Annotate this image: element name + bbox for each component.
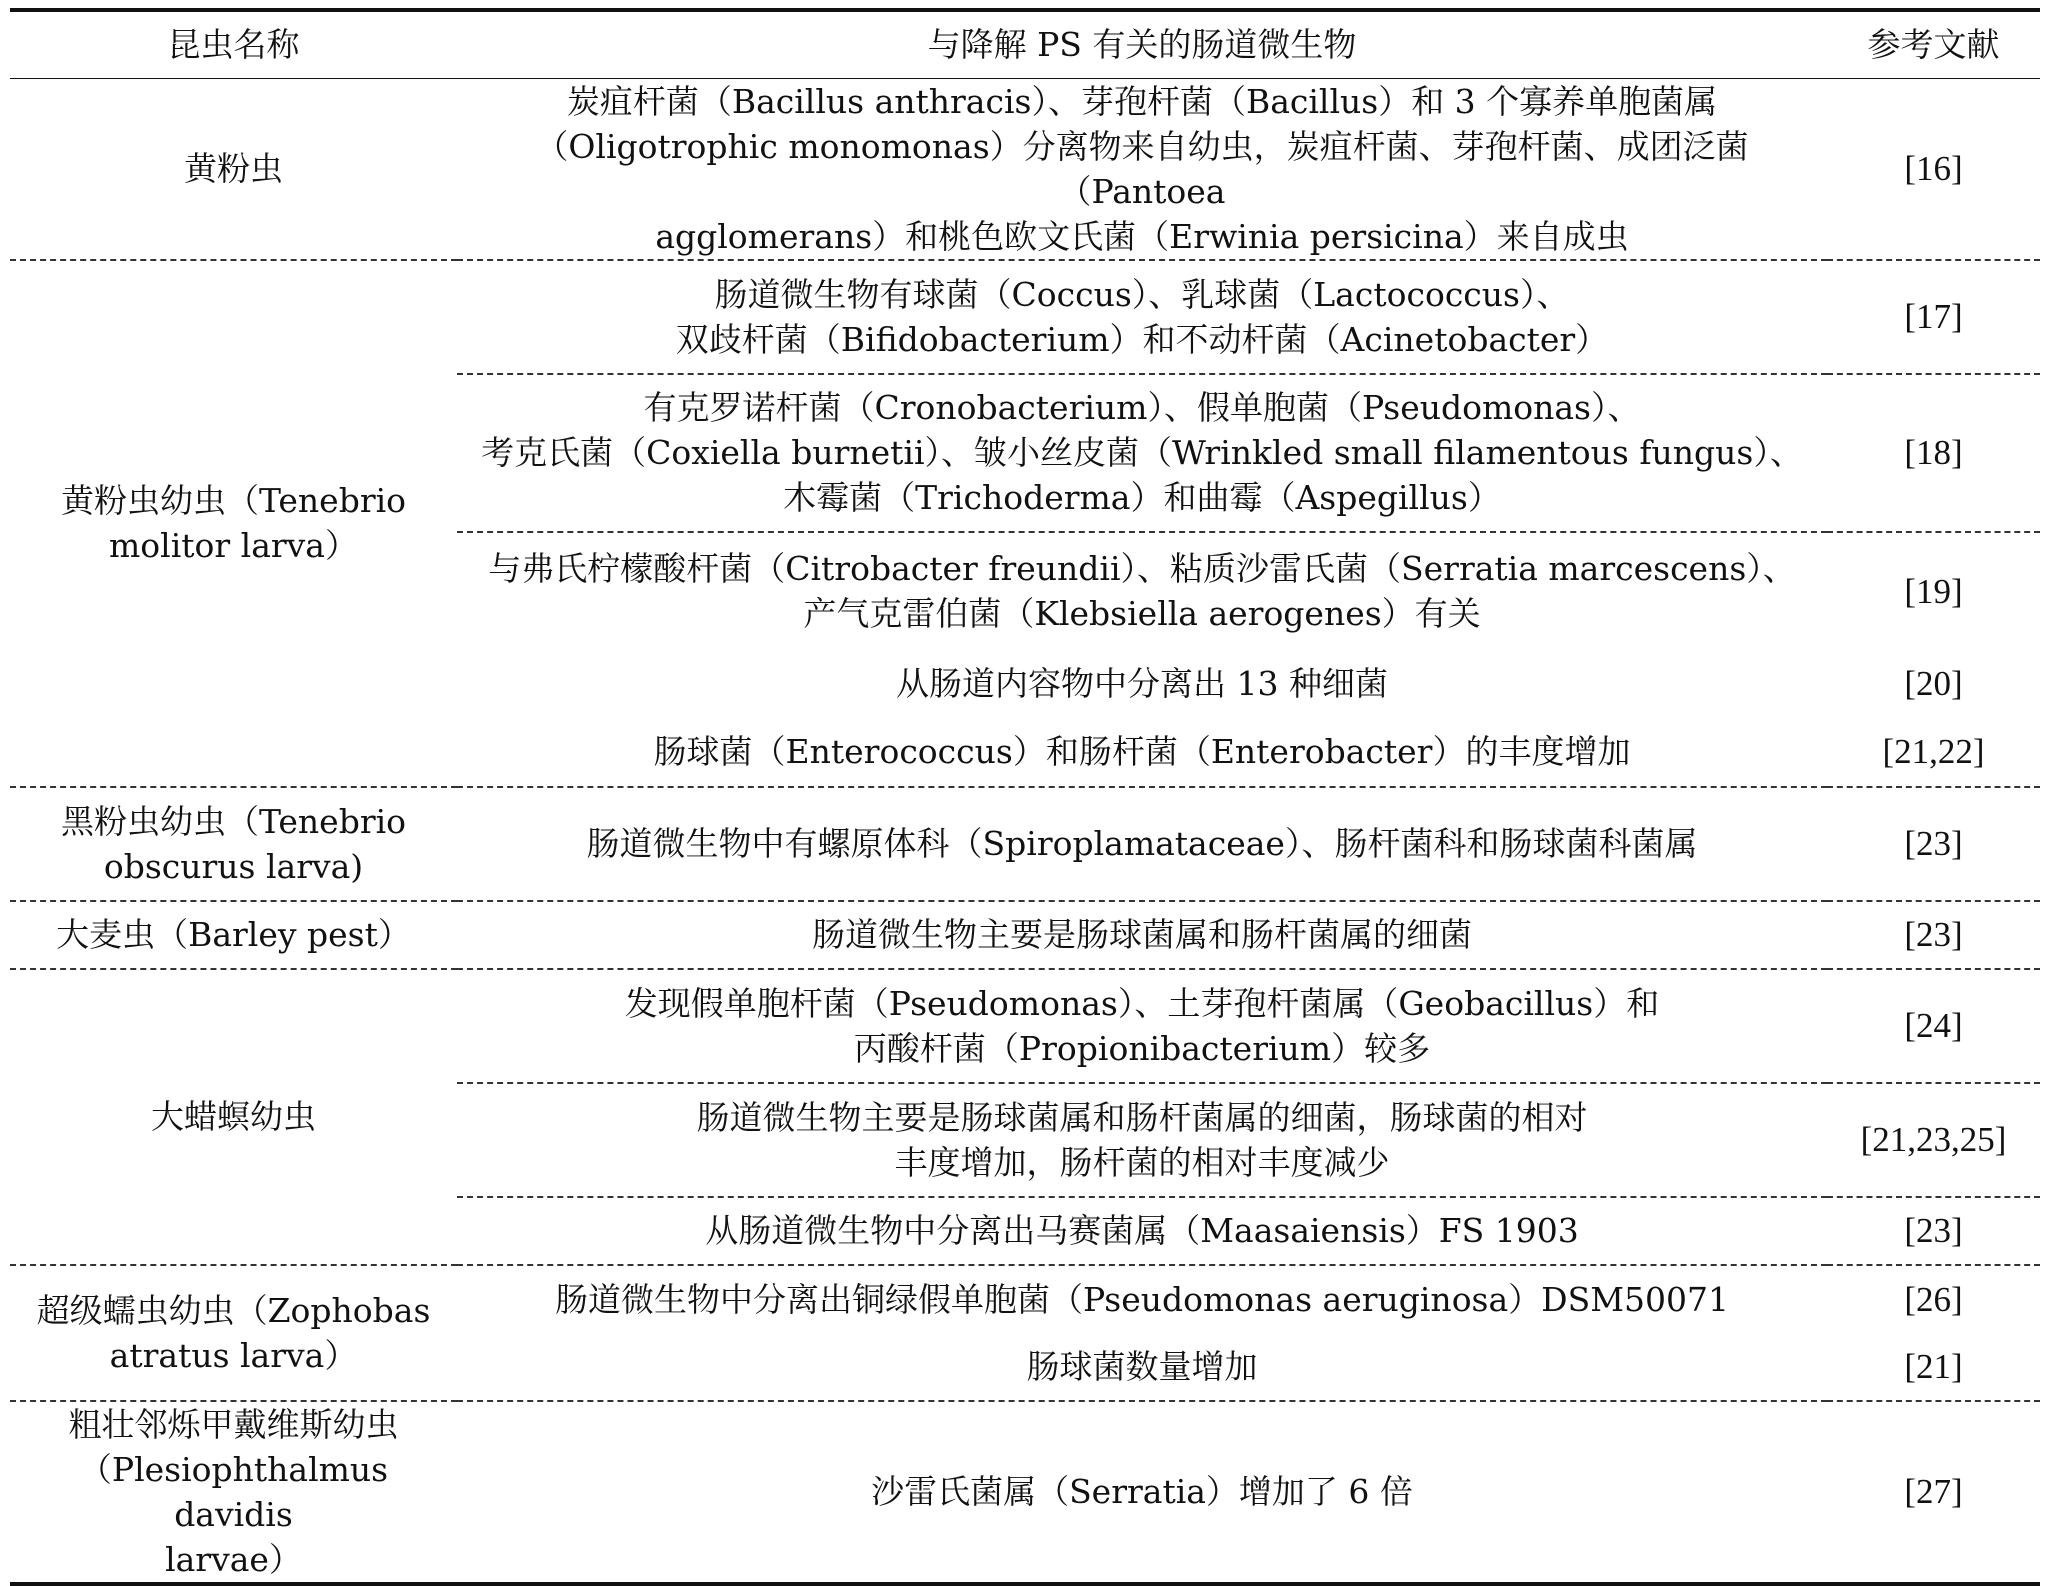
table-row xyxy=(10,78,2040,260)
microbes-text: 炭疽杆菌（Bacillus anthracis）、芽孢杆菌（Bacillus）和 3 个寡养单胞菌属 xyxy=(566,81,1718,121)
microbes-text: 肠道微生物中分离出铜绿假单胞菌（Pseudomonas aeruginosa）DSM50071 xyxy=(554,1280,1729,1319)
microbes-text: 有克罗诺杆菌（Cronobacterium）、假单胞菌（Pseudomonas）、 xyxy=(643,388,1641,427)
microbes-cell xyxy=(457,78,1827,260)
microbes-cell xyxy=(457,1197,1827,1265)
microbes-cell xyxy=(457,532,1827,650)
reference-cell: [27] xyxy=(1827,1401,2040,1584)
reference-cell: [18] xyxy=(1827,374,2040,532)
microbes-text: 考克氏菌（Coxiella burnetii）、皱小丝皮菌（Wrinkled small filamentous fungus）、 xyxy=(481,433,1803,472)
insect-name: 黑粉虫幼虫（Tenebrio xyxy=(60,801,407,841)
reference-cell: [21,23,25] xyxy=(1827,1083,2040,1197)
insect-cell xyxy=(10,969,457,1265)
insect-cell xyxy=(10,78,457,260)
microbes-text: 肠球菌（Enterococcus）和肠杆菌（Enterobacter）的丰度增加 xyxy=(653,732,1631,771)
reference-cell: [24] xyxy=(1827,969,2040,1083)
table-row xyxy=(10,1401,2040,1584)
insect-cell xyxy=(10,901,457,969)
table-row xyxy=(10,787,2040,901)
microbes-cell xyxy=(457,374,1827,532)
microbes-text: 肠道微生物主要是肠球菌属和肠杆菌属的细菌 xyxy=(812,915,1472,954)
microbes-text: 沙雷氏菌属（Serratia）增加了 6 倍 xyxy=(871,1472,1413,1511)
reference-cell: [17] xyxy=(1827,260,2040,374)
microbes-text: 木霉菌（Trichoderma）和曲霉（Aspegillus） xyxy=(783,478,1501,517)
microbes-cell xyxy=(457,1401,1827,1584)
reference-cell: [16] xyxy=(1827,78,2040,260)
reference-cell: [26] xyxy=(1904,1280,1963,1319)
insect-cell xyxy=(10,1265,457,1401)
table-row xyxy=(10,969,2040,1083)
insect-gut-microbe-table xyxy=(10,8,2040,1586)
header-microbes: 与降解 PS 有关的肠道微生物 xyxy=(457,10,1827,78)
insect-cell xyxy=(10,787,457,901)
table-row xyxy=(10,260,2040,374)
insect-name: larvae） xyxy=(165,1539,302,1579)
reference-cell: [21] xyxy=(1827,1334,2040,1401)
insect-name: 超级蠕虫幼虫（Zophobas xyxy=(36,1290,431,1330)
microbes-cell xyxy=(457,787,1827,901)
microbes-cell xyxy=(457,718,1827,787)
insect-cell xyxy=(10,1401,457,1584)
insect-name: 大蜡螟幼虫 xyxy=(151,1097,316,1136)
insect-name: 黄粉虫 xyxy=(184,149,283,188)
reference-cell: [23] xyxy=(1827,901,2040,969)
insect-name: obscurus larva) xyxy=(103,846,364,886)
insect-name: molitor larva） xyxy=(109,526,358,565)
microbes-cell xyxy=(457,969,1827,1083)
header-reference: 参考文献 xyxy=(1827,10,2040,78)
microbes-cell xyxy=(457,1265,1827,1334)
microbes-text: 从肠道微生物中分离出马赛菌属（Maasaiensis）FS 1903 xyxy=(705,1211,1579,1250)
microbes-cell xyxy=(457,1334,1827,1401)
microbes-text: （Oligotrophic monomonas）分离物来自幼虫，炭疽杆菌、芽孢杆菌、成团泛菌（Pantoea xyxy=(535,126,1749,211)
header-row xyxy=(10,10,2040,78)
table-row xyxy=(10,1265,2040,1334)
microbes-text: agglomerans）和桃色欧文氏菌（Erwinia persicina）来自成虫 xyxy=(655,216,1629,256)
reference-cell: [23] xyxy=(1827,787,2040,901)
microbes-text: 丙酸杆菌（Propionibacterium）较多 xyxy=(853,1028,1431,1068)
microbes-cell xyxy=(457,260,1827,374)
insect-name: 黄粉虫幼虫（Tenebrio xyxy=(60,481,407,520)
microbes-text: 肠道微生物主要是肠球菌属和肠杆菌属的细菌，肠球菌的相对 xyxy=(696,1097,1588,1137)
insect-name: （Plesiophthalmus davidis xyxy=(78,1449,389,1534)
microbes-text: 肠球菌数量增加 xyxy=(1026,1347,1258,1386)
insect-cell xyxy=(10,260,457,787)
microbes-cell xyxy=(457,901,1827,969)
microbes-text: 肠道微生物有球菌（Coccus）、乳球菌（Lactococcus）、 xyxy=(714,274,1570,314)
insect-name: atratus larva） xyxy=(109,1335,358,1375)
reference-cell: [23] xyxy=(1827,1197,2040,1265)
table-row xyxy=(10,901,2040,969)
insect-name: 大麦虫（Barley pest） xyxy=(56,915,411,954)
insect-name: 粗壮邻烁甲戴维斯幼虫 xyxy=(68,1404,399,1444)
microbes-cell xyxy=(457,650,1827,718)
reference-cell: [21,22] xyxy=(1827,718,2040,787)
reference-cell: [19] xyxy=(1904,571,1963,611)
microbes-text: 从肠道内容物中分离出 13 种细菌 xyxy=(896,664,1388,703)
reference-cell: [20] xyxy=(1904,664,1963,703)
microbes-text: 双歧杆菌（Bifidobacterium）和不动杆菌（Acinetobacter） xyxy=(675,319,1609,359)
microbes-text: 丰度增加，肠杆菌的相对丰度减少 xyxy=(894,1142,1390,1182)
microbes-text: 与弗氏柠檬酸杆菌（Citrobacter freundii）、粘质沙雷氏菌（Serratia marcescens）、 xyxy=(488,549,1796,588)
microbes-text: 发现假单胞杆菌（Pseudomonas）、土芽孢杆菌属（Geobacillus）和 xyxy=(624,983,1660,1023)
microbes-text: 肠道微生物中有螺原体科（Spiroplamataceae）、肠杆菌科和肠球菌科菌属 xyxy=(586,824,1698,863)
microbes-text: 产气克雷伯菌（Klebsiella aerogenes）有关 xyxy=(803,594,1481,633)
microbes-cell xyxy=(457,1083,1827,1197)
header-insect: 昆虫名称 xyxy=(10,10,457,78)
